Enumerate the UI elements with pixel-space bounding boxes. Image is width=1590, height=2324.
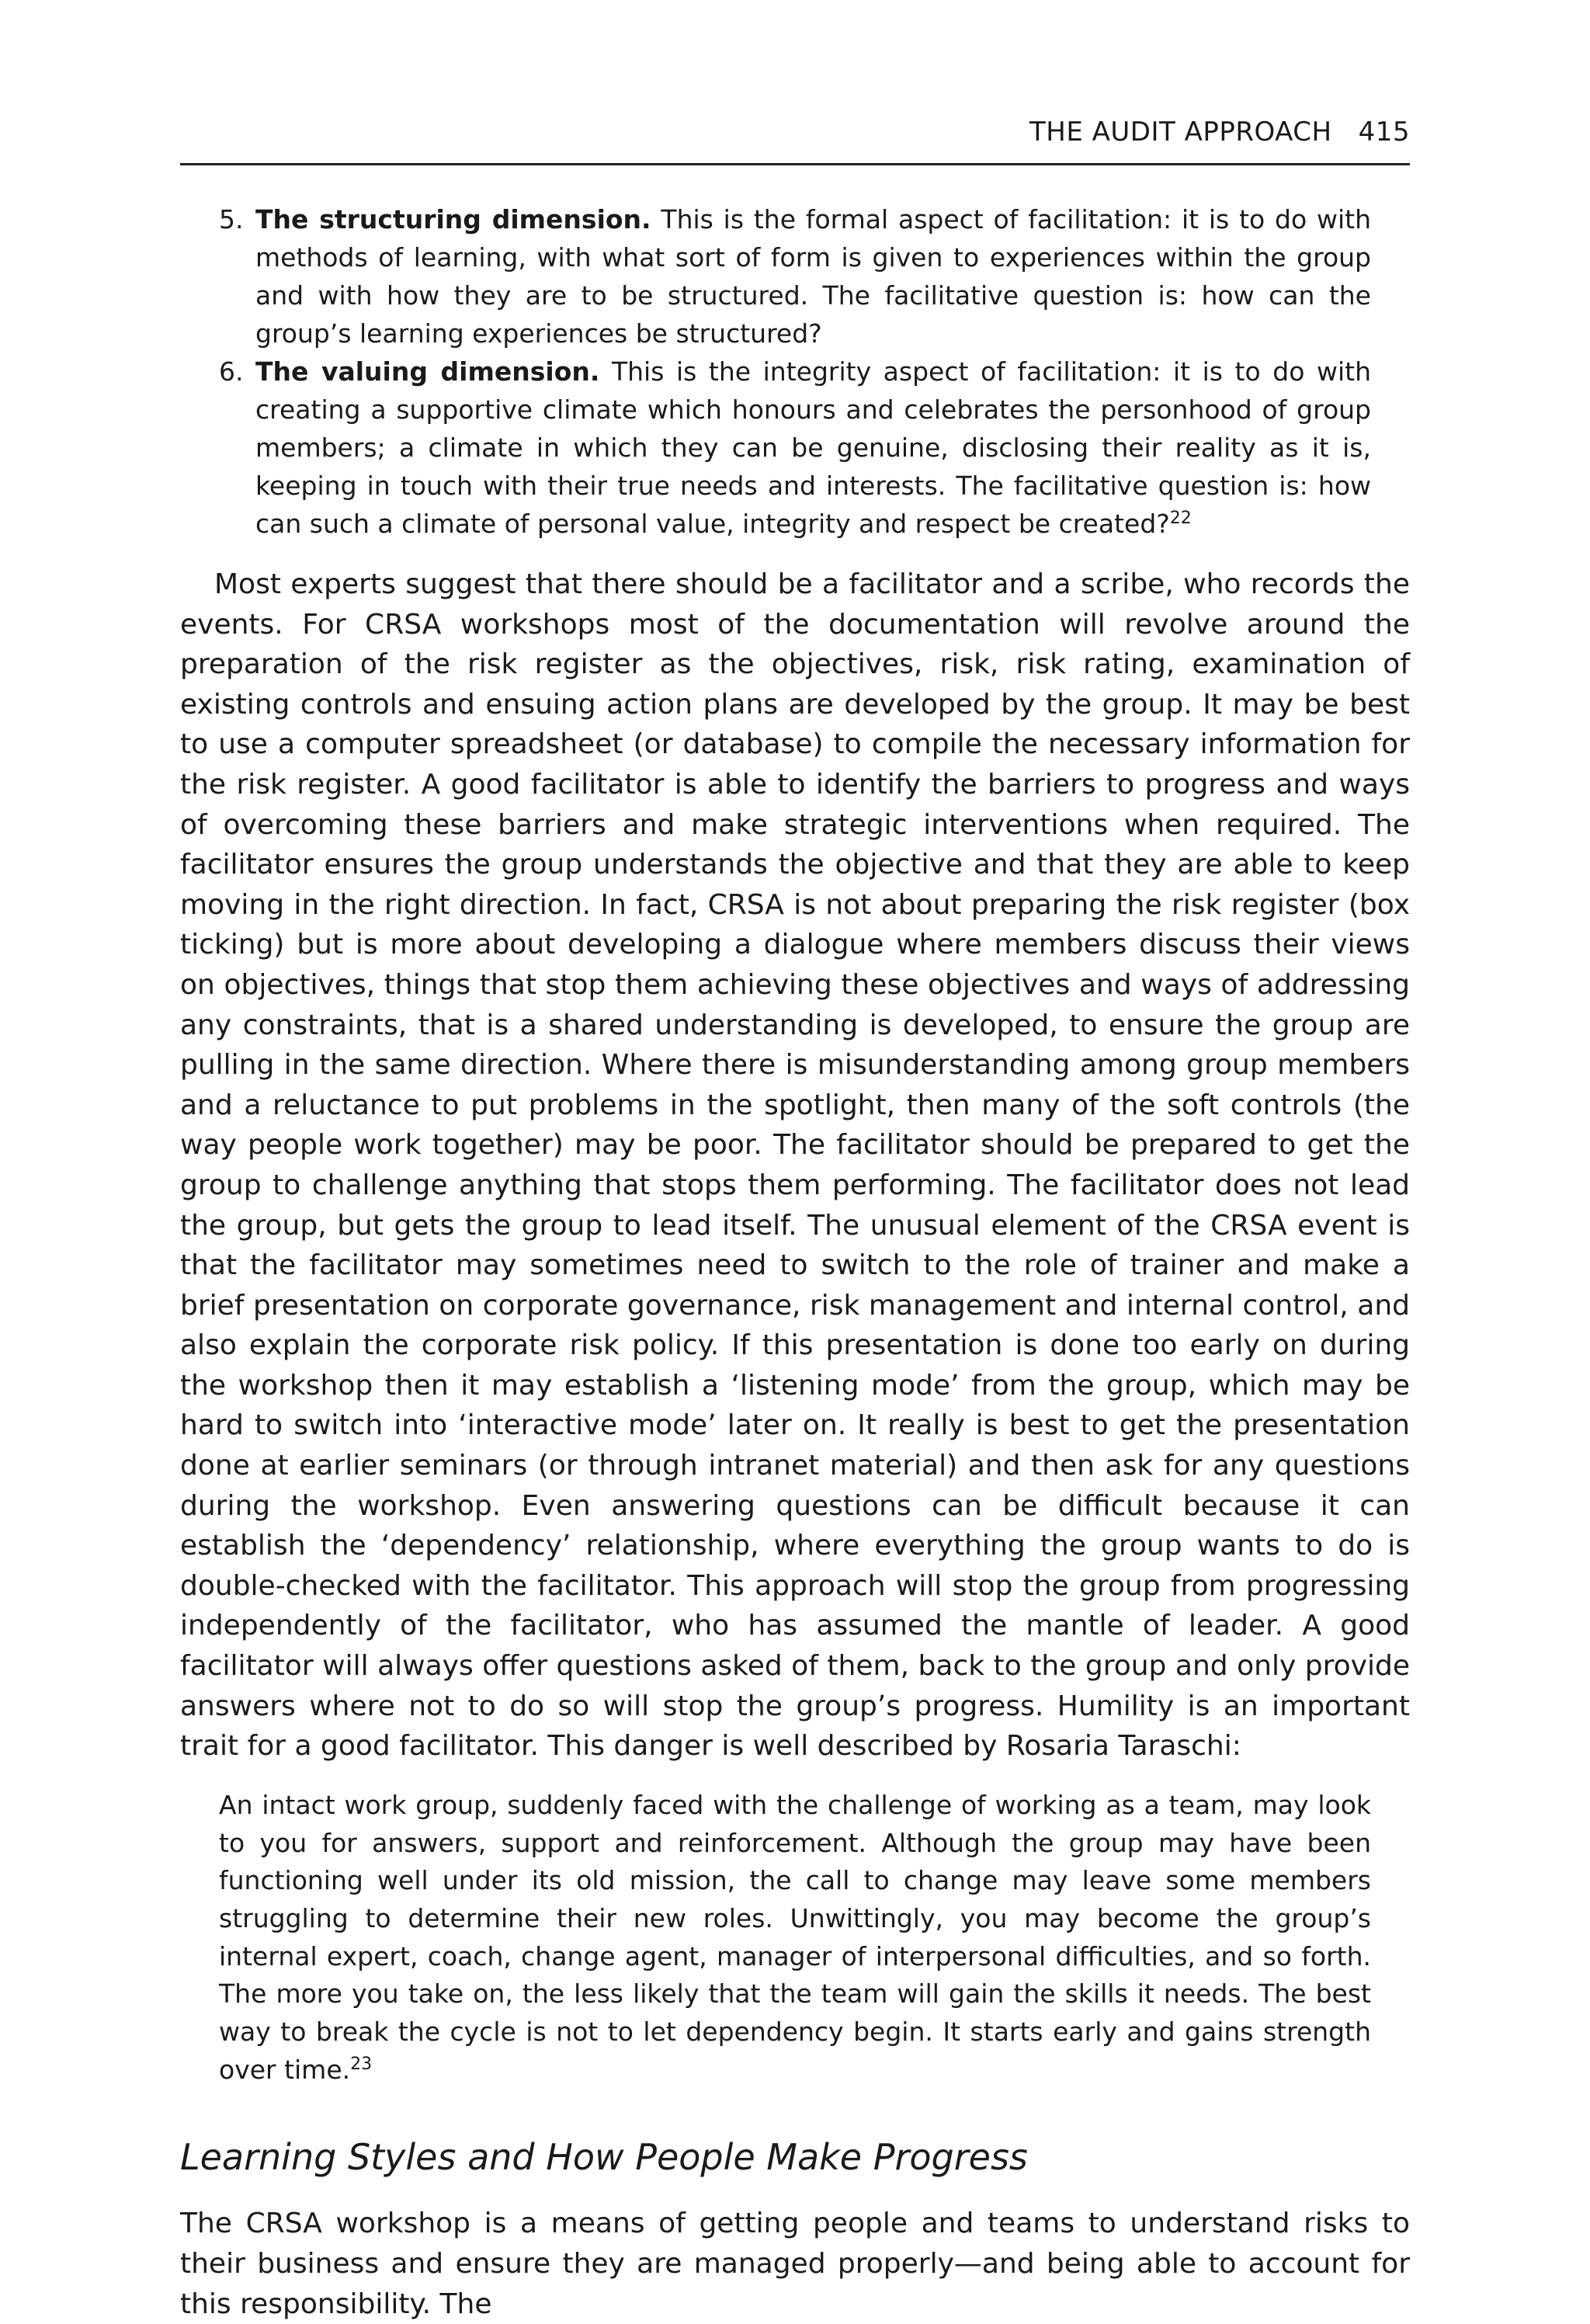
list-item-number: 6. [219,356,244,387]
running-head [180,116,1410,165]
block-quote [219,1787,1371,2090]
list-item [180,200,1410,353]
footnote-ref: 22 [1169,509,1192,528]
footnote-ref: 23 [350,2054,373,2074]
list-item-term: The structuring dimension. [255,204,651,234]
section-heading: Learning Styles and How People Make Progress [180,2136,1028,2179]
list-item-term: The valuing dimension. [255,356,600,387]
body-paragraph: The CRSA workshop is a means of getting people and teams to understand risks to their business and ensure they are managed properly—and being able to account for this responsibility. The [180,2208,1410,2320]
page-number: 415 [1358,116,1410,148]
numbered-list [180,200,1410,543]
list-item-text: This is the integrity aspect of facilitation: it is to do with creating a supportive climate which honours and celebrates the personhood of group members; a climate in which they can be genuine, disclosing their reality as it is, keeping in touch with their true needs and interests. The facilitative question is: how can such a climate of personal value, integrity and respect be created? [255,356,1371,539]
block-quote-text: An intact work group, suddenly faced with the challenge of working as a team, may look to you for answers, support and reinforcement. Although the group may have been functioning well under its old mission, the call to change may leave some members struggling to determine their new roles. Unwittingly, you may become the group’s internal expert, coach, change agent, manager of interpersonal difficulties, and so forth. The more you take on, the less likely that the team will gain the skills it needs. The best way to break the cycle is not to let dependency begin. It starts early and gains strength over time. [219,1789,1371,2085]
body-paragraph: Most experts suggest that there should be a facilitator and a scribe, who records the events. For CRSA workshops most of the documentation will revolve around the preparation of the risk register as the objectives, risk, risk rating, examination of existing controls and ensuing action plans are developed by the group. It may be best to use a computer spreadsheet (or database) to compile the necessary information for the risk register. A good facilitator is able to identify the barriers to progress and ways of overcoming these barriers and make strategic interventions when required. The facilitator ensures the group understands the objective and that they are able to keep moving in the right direction. In fact, CRSA is not about preparing the risk register (box ticking) but is more about developing a dialogue where members discuss their views on objectives, things that stop them achieving these objectives and ways of addressing any constraints, that is a shared understanding is developed, to ensure the group are pulling in the same direction. Where there is misunderstanding among group members and a reluctance to put problems in the spotlight, then many of the soft controls (the way people work together) may be poor. The facilitator should be prepared to get the group to challenge anything that stops them performing. The facilitator does not lead the group, but gets the group to lead itself. The unusual element of the CRSA event is that the facilitator may sometimes need to switch to the role of trainer and make a brief presentation on corporate governance, risk management and internal control, and also explain the corporate risk policy. If this presentation is done too early on during the workshop then it may establish a ‘listening mode’ from the group, which may be hard to switch into ‘interactive mode’ later on. It really is best to get the presentation done at earlier seminars (or through intranet material) and then ask for any questions during the workshop. Even answering questions can be difficult because it can establish the ‘dependency’ relationship, where everything the group wants to do is double-checked with the facilitator. This approach will stop the group from progressing independently of the facilitator, who has assumed the mantle of leader. A good facilitator will always offer questions asked of them, back to the group and only provide answers where not to do so will stop the group’s progress. Humility is an important trait for a good facilitator. This danger is well described by Rosaria Taraschi: [180,568,1410,1763]
list-item-number: 5. [219,204,244,234]
list-item-text: This is the formal aspect of facilitation: it is to do with methods of learning, with what sort of form is given to experiences within the group and with how they are to be structured. The facilitative question is: how can the group’s learning experiences be structured? [255,204,1371,349]
running-head-title: THE AUDIT APPROACH [1029,116,1332,148]
list-item [180,353,1410,543]
page-body [180,200,1410,2324]
